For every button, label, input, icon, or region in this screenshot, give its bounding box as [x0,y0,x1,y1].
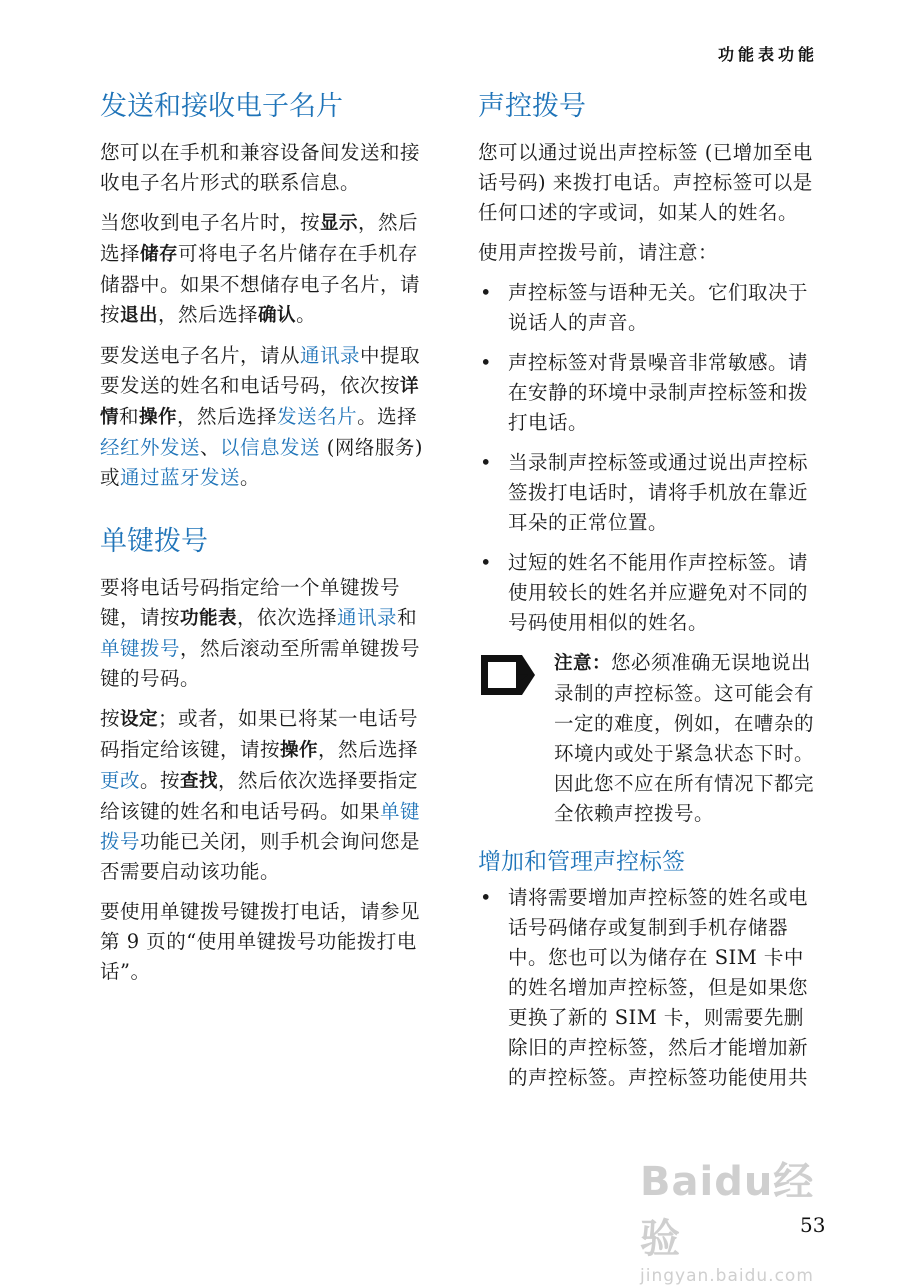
link-via-infrared[interactable]: 经红外发送 [100,436,201,459]
paragraph: 您可以通过说出声控标签 (已增加至电话号码) 来拨打电话。声控标签可以是任何口述的字或词，如某人的姓名。 [478,141,813,224]
list-item: • 声控标签与语种无关。它们取决于说话人的声音。 [478,278,818,338]
list-item: • 声控标签对背景噪音非常敏感。请在安静的环境中录制声控标签和拨打电话。 [478,348,818,438]
section-title-speed-dial: 单键拨号 [100,526,208,557]
bullet-icon: • [480,281,493,304]
bullet-icon: • [480,551,493,574]
keyword-confirm: 确认 [258,305,297,326]
keyword-show: 显示 [320,213,359,234]
watermark-url: jingyan.baidu.com [640,1266,814,1286]
note-icon [478,652,538,698]
paragraph: 要使用单键拨号键拨打电话，请参见第 9 页的“使用单键拨号功能拨打电话”。 [100,900,421,983]
keyword-find: 查找 [180,771,219,792]
keyword-assign: 设定 [120,709,159,730]
paragraph: 使用声控拨号前，请注意： [478,241,719,264]
paragraph: 当您收到电子名片时，按显示，然后选择储存可将电子名片储存在手机存储器中。如果不想储存电子名片，请按退出，然后选择确认。 [100,211,421,326]
keyword-options: 操作 [280,740,319,761]
link-via-message[interactable]: 以信息发送 [220,436,321,459]
subsection-title-manage-voice-tags: 增加和管理声控标签 [478,849,685,875]
paragraph: 要发送电子名片，请从通讯录中提取要发送的姓名和电话号码，依次按详情和操作，然后选择发送名片。选择经红外发送、以信息发送 (网络服务) 或通过蓝牙发送。 [100,344,423,489]
keyword-save: 储存 [140,244,179,265]
section-title-voice-dialing: 声控拨号 [478,91,586,122]
bullet-icon: • [480,886,493,909]
list-item: • 过短的姓名不能用作声控标签。请使用较长的姓名并应避免对不同的号码使用相似的姓名。 [478,548,818,638]
link-send-card[interactable]: 发送名片 [277,405,358,428]
link-speed-dial[interactable]: 单键拨号 [100,800,421,853]
keyword-details: 详情 [100,376,420,428]
keyword-menu: 功能表 [180,608,238,629]
list-item: • 请将需要增加声控标签的姓名或电话号码储存或复制到手机存储器中。您也可以为储存在 SIM 卡中的姓名增加声控标签，但是如果您更换了新的 SIM 卡，则需要先删除旧的声控标签，然后才能增加新的声控标签。声控标签功能使用共 [478,883,818,1093]
link-change[interactable]: 更改 [100,769,141,792]
keyword-exit: 退出 [120,305,159,326]
note-paragraph: 注意：您必须准确无误地说出录制的声控标签。这可能会有一定的难度，例如，在嘈杂的环境内或处于紧急状态下时。因此您不应在所有情况下都完全依赖声控拨号。 [554,651,815,825]
link-contacts[interactable]: 通讯录 [337,606,398,629]
running-header: 功能表功能 [717,45,818,64]
link-speed-dial[interactable]: 单键拨号 [100,637,181,660]
bullet-list [478,883,818,1093]
bullet-icon: • [480,451,493,474]
keyword-options: 操作 [139,407,178,428]
right-column [478,90,818,1103]
link-contacts[interactable]: 通讯录 [300,344,361,367]
list-item: • 当录制声控标签或通过说出声控标签拨打电话时，请将手机放在靠近耳朵的正常位置。 [478,448,818,538]
note-label: 注意： [554,653,612,674]
paragraph: 您可以在手机和兼容设备间发送和接收电子名片形式的联系信息。 [100,141,421,194]
note-box [478,648,818,829]
paragraph: 要将电话号码指定给一个单键拨号键，请按功能表，依次选择通讯录和单键拨号，然后滚动至所需单键拨号键的号码。 [100,576,421,690]
left-column [100,90,435,997]
page-number: 53 [800,1213,826,1237]
section-title-send-receive-cards: 发送和接收电子名片 [100,91,343,122]
paragraph: 按设定；或者，如果已将某一电话号码指定给该键，请按操作，然后选择更改。按查找，然后依次选择要指定给该键的姓名和电话号码。如果单键拨号功能已关闭，则手机会询问您是否需要启动该功能。 [100,707,421,883]
bullet-list [478,278,818,638]
watermark-logo: Baidu经验 [640,1159,815,1262]
link-via-bluetooth[interactable]: 通过蓝牙发送 [120,466,241,489]
bullet-icon: • [480,351,493,374]
